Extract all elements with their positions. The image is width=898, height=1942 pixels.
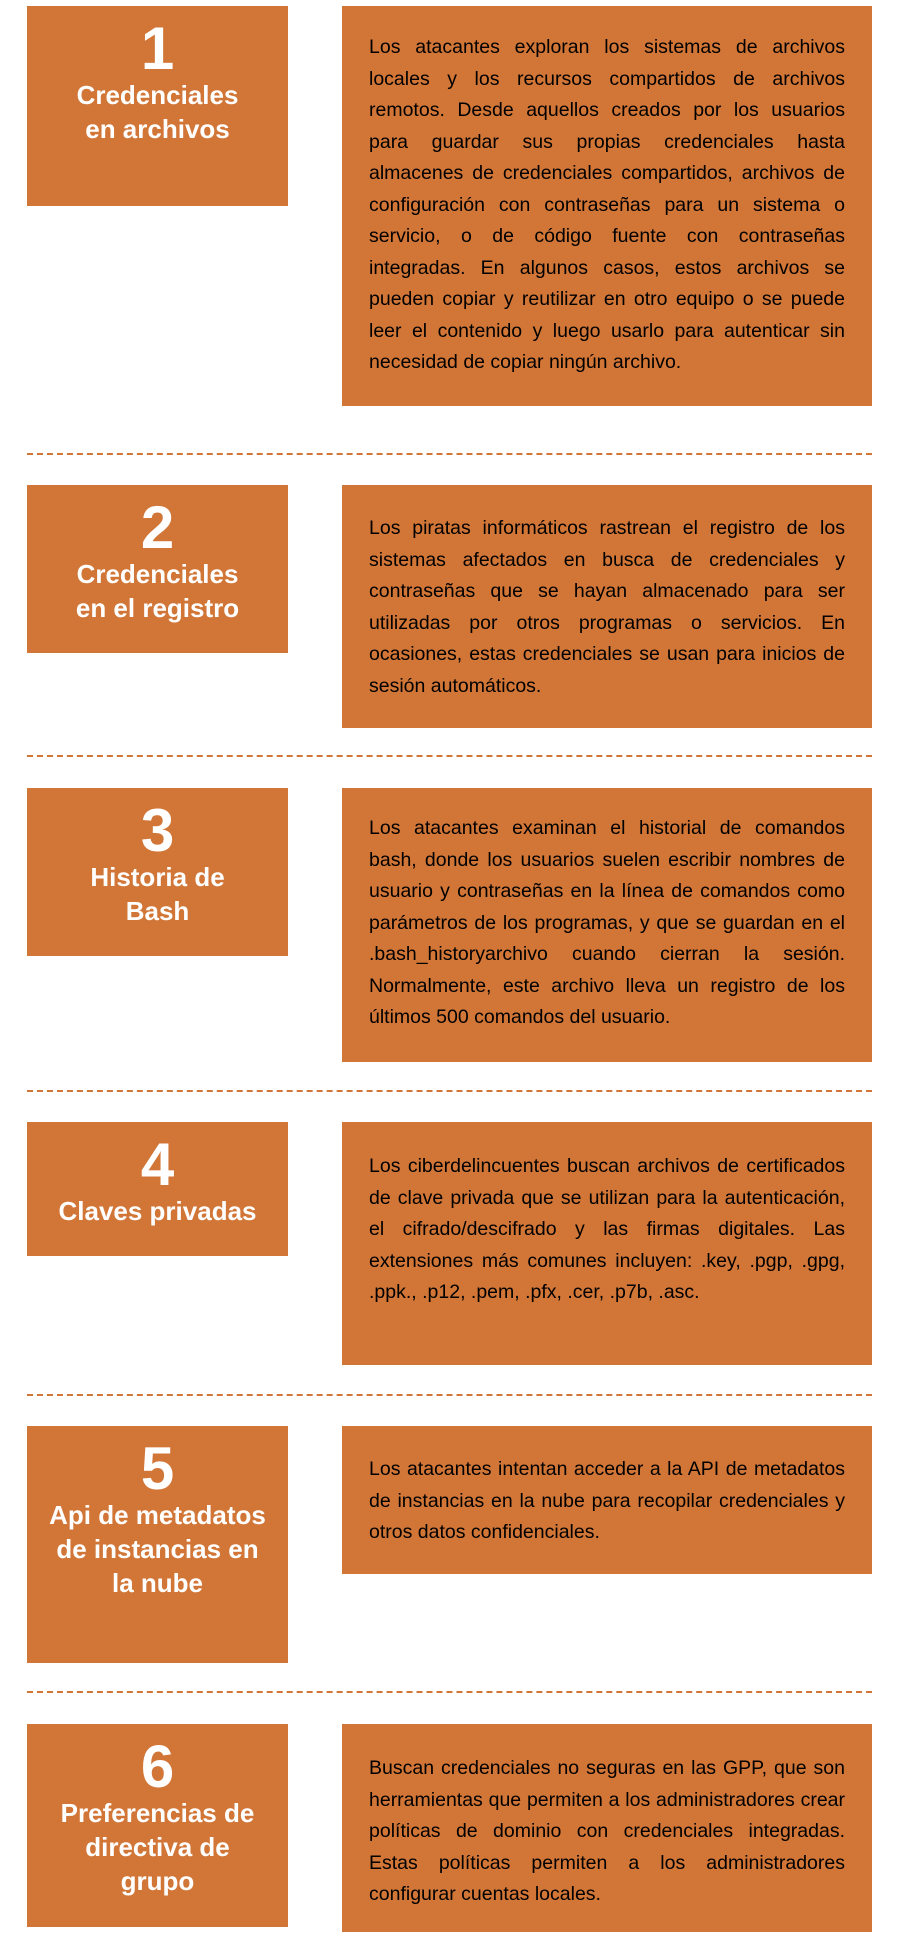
- section-title: Credenciales en el registro: [75, 559, 240, 623]
- section-heading-box: [27, 1724, 288, 1927]
- section-divider: [27, 1090, 872, 1092]
- section-heading-box: [27, 788, 288, 956]
- section-divider: [27, 755, 872, 757]
- section-title: Credenciales en archivos: [76, 80, 239, 144]
- section-number: 4: [140, 1131, 175, 1198]
- section-description: Los ciberdelincuentes buscan archivos de certificados de clave privada que se utilizan para la autenticación, el cifrado/descifrado y las firmas digitales. Las extensiones más comunes incluyen: .key, .pgp, .gpg, .ppk., .p12, .pem, .pfx, .cer, .p7b, .asc.: [369, 1155, 845, 1303]
- section-divider: [27, 1394, 872, 1396]
- section-description: Los atacantes intentan acceder a la API de metadatos de instancias en la nube para recopilar credenciales y otros datos confidenciales.: [369, 1458, 845, 1543]
- section-heading-box: [27, 1426, 288, 1663]
- section-title: Claves privadas: [58, 1196, 257, 1226]
- section-description: Los piratas informáticos rastrean el registro de los sistemas afectados en busca de credenciales y contraseñas que se hayan almacenado para ser utilizadas por otros programas o servicios. En ocasiones, estas credenciales se usan para inicios de sesión automáticos.: [369, 517, 845, 697]
- section-description-box: [342, 788, 872, 1062]
- section-divider: [27, 453, 872, 455]
- section-description: Los atacantes exploran los sistemas de archivos locales y los recursos compartidos de archivos remotos. Desde aquellos creados por los usuarios para guardar sus propias credenciales hasta almacenes de credenciales compartidos, archivos de configuración con contraseñas para un sistema o servicio, o de código fuente con contraseñas integradas. En algunos casos, estos archivos se pueden copiar y reutilizar en otro equipo o se puede leer el contenido y luego usarlo para autenticar sin necesidad de copiar ningún archivo.: [369, 36, 845, 373]
- section-heading-box: [27, 485, 288, 653]
- section-title: Preferencias de directiva de grupo: [60, 1798, 255, 1896]
- section-description: Los atacantes examinan el historial de comandos bash, donde los usuarios suelen escribir nombres de usuario y contraseñas en la línea de comandos como parámetros de los programas, y que se guardan en el .bash_historyarchivo cuando cierran la sesión. Normalmente, este archivo lleva un registro de los últimos 500 comandos del usuario.: [369, 817, 845, 1028]
- section-description-box: [342, 1122, 872, 1365]
- section-description-box: [342, 6, 872, 406]
- section-description: Buscan credenciales no seguras en las GPP, que son herramientas que permiten a los administradores crear políticas de dominio con credenciales integradas. Estas políticas permiten a los administradores configurar cuentas locales.: [369, 1757, 845, 1905]
- section-divider: [27, 1691, 872, 1693]
- section-description-box: [342, 1724, 872, 1932]
- section-number: 5: [140, 1435, 175, 1502]
- section-number: 3: [140, 797, 175, 864]
- section-number: 6: [140, 1733, 175, 1800]
- section-heading-box: [27, 6, 288, 206]
- section-title: Historia de Bash: [90, 862, 225, 926]
- section-title: Api de metadatos de instancias en la nube: [49, 1500, 266, 1598]
- section-number: 2: [140, 494, 175, 561]
- section-description-box: [342, 485, 872, 728]
- section-heading-box: [27, 1122, 288, 1256]
- section-description-box: [342, 1426, 872, 1574]
- section-number: 1: [140, 15, 175, 82]
